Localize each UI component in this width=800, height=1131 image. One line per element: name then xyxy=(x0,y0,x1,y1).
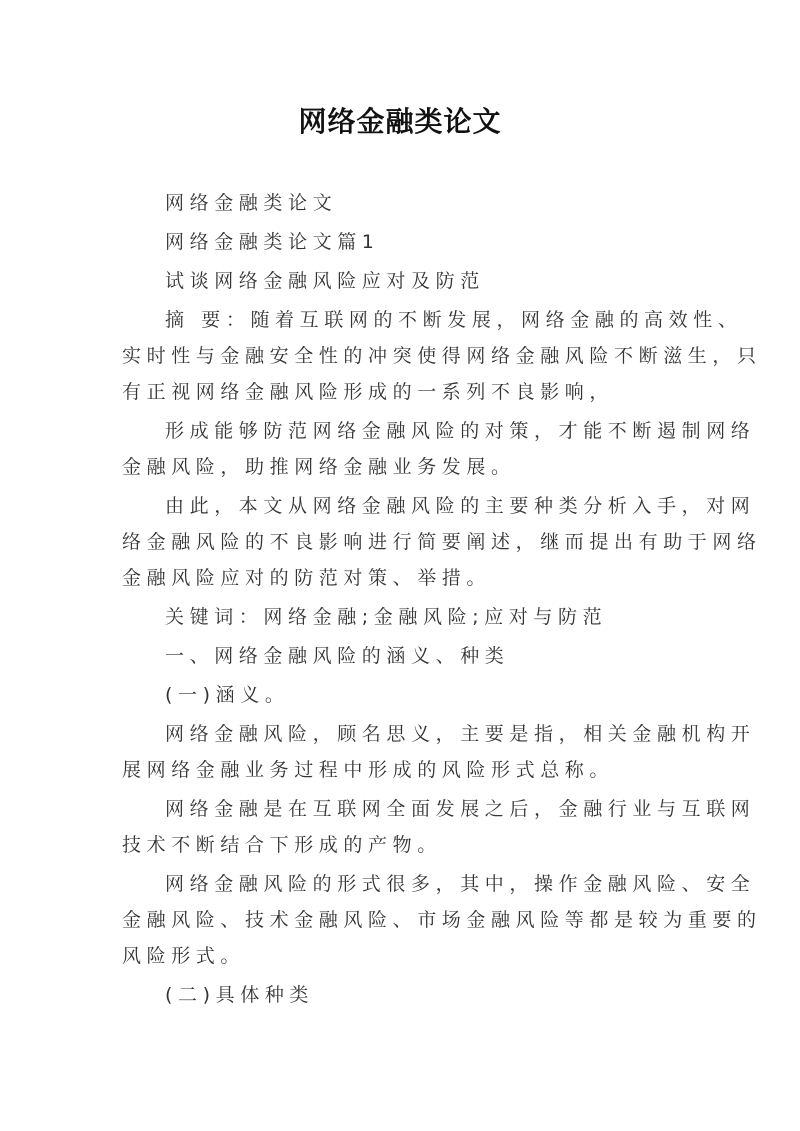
paragraph xyxy=(122,488,762,596)
paragraph-line: 网络金融类论文 xyxy=(165,192,338,214)
paragraph-line: 金融风险应对的防范对策、举措。 xyxy=(122,567,492,589)
paragraph xyxy=(122,866,762,974)
paragraph-line: 一、网络金融风险的涵义、种类 xyxy=(165,645,510,667)
paragraph xyxy=(122,977,692,1013)
paragraph xyxy=(122,413,756,485)
document-title: 网络金融类论文 xyxy=(298,105,502,138)
paragraph-line: 络金融风险的不良影响进行简要阐述，继而提出有助于网络 xyxy=(122,531,762,553)
paragraph-line: 技术不断结合下形成的产物。 xyxy=(122,834,442,856)
paragraph xyxy=(122,638,692,674)
paragraph-line: (二)具体种类 xyxy=(165,984,315,1006)
paragraph-line: 由此，本文从网络金融风险的主要种类分析入手，对网 xyxy=(165,495,756,517)
paragraph xyxy=(122,224,692,260)
paragraph-line: 金融风险，助推网络金融业务发展。 xyxy=(122,456,516,478)
paragraph-line: 网络金融是在互联网全面发展之后，金融行业与互联网 xyxy=(165,798,756,820)
paragraph xyxy=(122,302,762,410)
paragraph-line: 网络金融风险的形式很多，其中，操作金融风险、安全 xyxy=(165,873,756,895)
paragraph-line: 形成能够防范网络金融风险的对策，才能不断遏制网络 xyxy=(165,420,756,442)
document-body xyxy=(122,185,762,1016)
paragraph xyxy=(122,263,692,299)
paragraph xyxy=(122,716,756,788)
paragraph-line: (一)涵义。 xyxy=(165,684,290,706)
paragraph-line: 网络金融风险，顾名思义，主要是指，相关金融机构开 xyxy=(165,723,756,745)
paragraph-line: 有正视网络金融风险形成的一系列不良影响， xyxy=(122,381,615,403)
paragraph-line: 实时性与金融安全性的冲突使得网络金融风险不断滋生，只 xyxy=(122,345,762,367)
paragraph xyxy=(122,677,692,713)
paragraph xyxy=(122,791,756,863)
paragraph-line: 试谈网络金融风险应对及防范 xyxy=(165,270,485,292)
paragraph-line: 关键词：网络金融;金融风险;应对与防范 xyxy=(165,606,608,628)
paragraph-line: 展网络金融业务过程中形成的风险形式总称。 xyxy=(122,759,615,781)
paragraph xyxy=(122,599,692,635)
paragraph-line: 摘 要：随着互联网的不断发展，网络金融的高效性、 xyxy=(165,309,743,331)
paragraph-line: 金融风险、技术金融风险、市场金融风险等都是较为重要的 xyxy=(122,909,762,931)
paragraph-line: 风险形式。 xyxy=(122,945,246,967)
paragraph xyxy=(122,185,692,221)
paragraph-line: 网络金融类论文篇1 xyxy=(165,231,380,253)
